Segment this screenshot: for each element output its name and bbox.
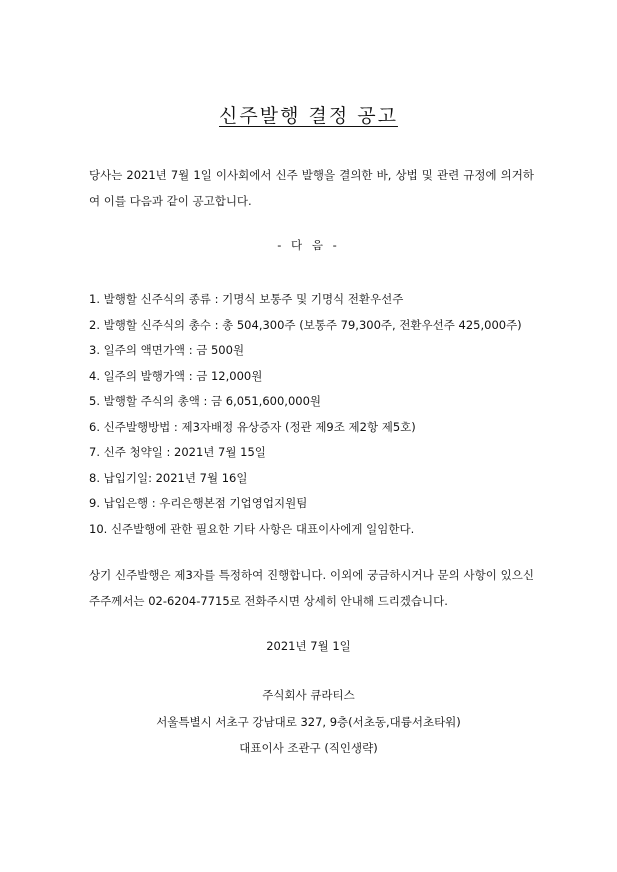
company-address: 서울특별시 서초구 강남대로 327, 9층(서초동,대륭서초타워) [156,715,461,729]
list-item: 9. 납입은행 : 우리은행본점 기업영업지원팀 [89,496,308,510]
company-name: 주식회사 큐라티스 [262,688,355,702]
terms-list [89,287,549,542]
list-item: 5. 발행할 주식의 총액 : 금 6,051,600,000원 [89,394,322,408]
document-title: 신주발행 결정 공고 [219,105,398,127]
ceo-signature: 대표이사 조관구 (직인생략) [239,741,378,755]
list-item: 2. 발행할 신주식의 총수 : 총 504,300주 (보통주 79,300주, 전환우선주 425,000주) [89,317,522,332]
list-item: 8. 납입기일: 2021년 7월 16일 [89,470,248,485]
list-item: 7. 신주 청약일 : 2021년 7월 15일 [89,445,266,459]
list-item: 4. 일주의 발행가액 : 금 12,000원 [89,368,263,383]
notice-date: 2021년 7월 1일 [266,639,351,653]
list-item: 6. 신주발행방법 : 제3자배정 유상증자 (정관 제9조 제2항 제5호) [89,419,416,434]
closing-paragraph: 상기 신주발행은 제3자를 특정하여 진행합니다. 이외에 궁금하시거나 문의 사항이 있으신 주주께서는 02-6204-7715로 전화주시면 상세히 안내해 드리겠습니다. [89,568,534,608]
list-item: 1. 발행할 신주식의 종류 : 기명식 보통주 및 기명식 전환우선주 [89,292,404,306]
list-item: 3. 일주의 액면가액 : 금 500원 [89,343,245,357]
section-heading: - 다 음 - [277,238,340,252]
list-item: 10. 신주발행에 관한 필요한 기타 사항은 대표이사에게 일임한다. [89,521,415,536]
intro-paragraph: 당사는 2021년 7월 1일 이사회에서 신주 발행을 결의한 바, 상법 및 관련 규정에 의거하여 이를 다음과 같이 공고합니다. [89,168,534,208]
